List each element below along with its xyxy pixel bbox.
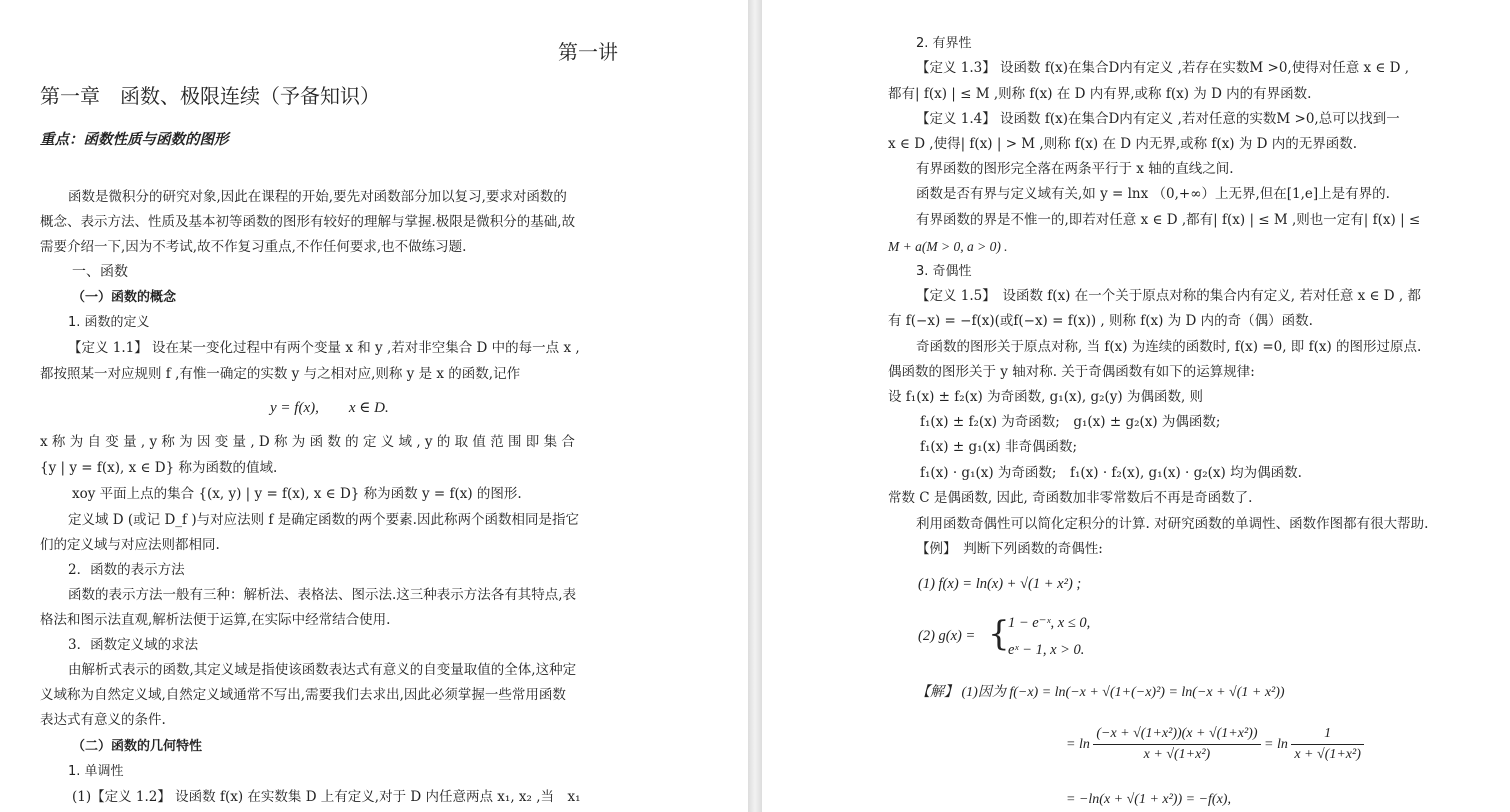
example-heading: 【例】 判断下列函数的奇偶性: xyxy=(916,541,1103,557)
piecewise-case: 1 − e⁻ˣ, x ≤ 0, xyxy=(1008,615,1091,631)
paragraph-line: x 称 为 自 变 量 , y 称 为 因 变 量 , D 称 为 函 数 的 定 义 域 , y 的 取 值 范 围 即 集 合 xyxy=(40,434,575,450)
paragraph-line: 常数 C 是偶函数, 因此, 奇函数加非零常数后不再是奇函数了. xyxy=(888,490,1253,506)
subsection-heading: （一）函数的概念 xyxy=(72,290,177,305)
definition-line: 有 f(−x) = −f(x)(或f(−x) = f(x)) , 则称 f(x) 为 D 内的奇（偶）函数. xyxy=(888,313,1313,329)
rule-line: f₁(x) ± f₂(x) 为奇函数; g₁(x) ± g₂(x) 为偶函数; xyxy=(920,414,1221,430)
paragraph-line: {y | y = f(x), x ∈ D} 称为函数的值域. xyxy=(40,460,278,476)
lecture-title: 第一讲 xyxy=(558,40,618,64)
section-heading: 一、函数 xyxy=(72,264,128,280)
subsubsection-heading: 1. 单调性 xyxy=(68,764,124,779)
paragraph-line: 表达式有意义的条件. xyxy=(40,712,166,728)
rule-line: f₁(x) ± g₁(x) 非奇偶函数; xyxy=(920,439,1077,455)
solution-line: 【解】 (1)因为 f(−x) = ln(−x + √(1+(−x)²) = ln(−x + √(1 + x²)) xyxy=(916,685,1285,700)
page-gutter xyxy=(748,0,762,812)
derivation-line: = −ln(x + √(1 + x²)) = −f(x), xyxy=(1066,792,1231,807)
paragraph-line: 偶函数的图形关于 y 轴对称. 关于奇偶函数有如下的运算规律: xyxy=(888,364,1255,380)
definition-line: (1)【定义 1.2】 设函数 f(x) 在实数集 D 上有定义,对于 D 内任意两点 x₁, x₂ ,当 x₁ xyxy=(72,789,581,805)
chapter-title: 第一章 函数、极限连续（予备知识） xyxy=(40,84,380,108)
subsubsection-heading: 2. 有界性 xyxy=(916,36,972,51)
paragraph-line: 函数是微积分的研究对象,因此在课程的开始,要先对函数部分加以复习,要求对函数的 xyxy=(68,189,567,205)
subsubsection-heading: 2．函数的表示方法 xyxy=(68,562,185,578)
definition-line: 【定义 1.1】 设在某一变化过程中有两个变量 x 和 y ,若对非空集合 D 中的每一点 x , xyxy=(68,340,580,356)
example-item: (2) g(x) = xyxy=(918,628,976,644)
definition-line: 都有| f(x) | ≤ M ,则称 f(x) 在 D 内有界,或称 f(x) 为 D 内的有界函数. xyxy=(888,86,1312,102)
paragraph-line: 概念、表示方法、性质及基本初等函数的图形有较好的理解与掌握.极限是微积分的基础,故 xyxy=(40,214,576,230)
fraction-denominator: x + √(1+x²) xyxy=(1143,747,1211,763)
paragraph-line: 义域称为自然定义域,自然定义域通常不写出,需要我们去求出,因此必须掌握一些常用函数 xyxy=(40,687,566,703)
paragraph-line: 函数的表示方法一般有三种：解析法、表格法、图示法.这三种表示方法各有其特点,表 xyxy=(68,587,577,603)
paragraph-line: 利用函数奇偶性可以简化定积分的计算. 对研究函数的单调性、函数作图都有很大帮助. xyxy=(916,516,1429,532)
fraction xyxy=(1291,724,1364,765)
definition-line: 【定义 1.5】 设函数 f(x) 在一个关于原点对称的集合内有定义, 若对任意 x ∈ D , 都 xyxy=(916,288,1421,304)
paragraph-line: 定义域 D (或记 D_f )与对应法则 f 是确定函数的两个要素.因此称两个函数相同是指它 xyxy=(68,512,579,528)
left-brace: { xyxy=(988,614,1010,654)
paragraph-line: 设 f₁(x) ± f₂(x) 为奇函数, g₁(x), g₂(y) 为偶函数, 则 xyxy=(888,389,1204,405)
paragraph-line: 们的定义域与对应法则都相同. xyxy=(40,537,220,553)
rule-line: f₁(x) · g₁(x) 为奇函数; f₁(x) · f₂(x), g₁(x) · g₂(x) 均为偶函数. xyxy=(920,465,1302,481)
fraction-numerator: 1 xyxy=(1291,724,1364,745)
derivation-prefix: = ln xyxy=(1066,737,1090,752)
example-item: (1) f(x) = ln(x) + √(1 + x²) ; xyxy=(918,576,1082,592)
subsubsection-heading: 3．函数定义域的求法 xyxy=(68,637,199,653)
paragraph-line: 格法和图示法直观,解析法便于运算,在实际中经常结合使用. xyxy=(40,612,391,628)
definition-line: 【定义 1.4】 设函数 f(x)在集合D内有定义 ,若对任意的实数M >0,总可以找到一 xyxy=(916,111,1400,127)
formula: y = f(x), x ∈ D. xyxy=(270,400,389,416)
paragraph-line: 有界函数的界是不惟一的,即若对任意 x ∈ D ,都有| f(x) | ≤ M ,则也一定有| f(x) | ≤ xyxy=(916,212,1421,228)
paragraph-line: M + a(M > 0, a > 0) . xyxy=(888,239,1008,254)
fraction xyxy=(1093,724,1260,765)
definition-line: x ∈ D ,使得| f(x) | > M ,则称 f(x) 在 D 内无界,或称 f(x) 为 D 内的无界函数. xyxy=(888,136,1358,152)
derivation-prefix: = ln xyxy=(1264,737,1288,752)
document-page-left xyxy=(0,0,748,812)
piecewise-case: eˣ − 1, x > 0. xyxy=(1008,642,1085,658)
subsubsection-heading: 1. 函数的定义 xyxy=(68,315,150,330)
definition-line: 都按照某一对应规则 f ,有惟一确定的实数 y 与之相对应,则称 y 是 x 的函数,记作 xyxy=(40,366,521,382)
fraction-denominator: x + √(1+x²) xyxy=(1294,747,1361,763)
paragraph-line: 由解析式表示的函数,其定义域是指使该函数表达式有意义的自变量取值的全体,这种定 xyxy=(68,662,577,678)
subsubsection-heading: 3. 奇偶性 xyxy=(916,264,972,279)
key-points-heading: 重点：函数性质与函数的图形 xyxy=(40,132,229,148)
definition-line: 【定义 1.3】 设函数 f(x)在集合D内有定义 ,若存在实数M >0,使得对任意 x ∈ D , xyxy=(916,60,1410,76)
paragraph-line: 有界函数的图形完全落在两条平行于 x 轴的直线之间. xyxy=(916,161,1234,177)
fraction-numerator: (−x + √(1+x²))(x + √(1+x²)) xyxy=(1093,724,1260,745)
paragraph-line: 奇函数的图形关于原点对称, 当 f(x) 为连续的函数时, f(x) =0, 即 f(x) 的图形过原点. xyxy=(916,339,1422,355)
derivation-line xyxy=(1066,724,1364,766)
paragraph-line: 需要介绍一下,因为不考试,故不作复习重点,不作任何要求,也不做练习题. xyxy=(40,239,467,255)
document-page-right xyxy=(762,0,1510,812)
paragraph-line: 函数是否有界与定义域有关,如 y = lnx （0,+∞）上无界,但在[1,e]上是有界的. xyxy=(916,186,1390,202)
subsection-heading: （二）函数的几何特性 xyxy=(72,739,203,754)
paragraph-line: xoy 平面上点的集合 {(x, y) | y = f(x), x ∈ D} 称为函数 y = f(x) 的图形. xyxy=(72,486,522,502)
